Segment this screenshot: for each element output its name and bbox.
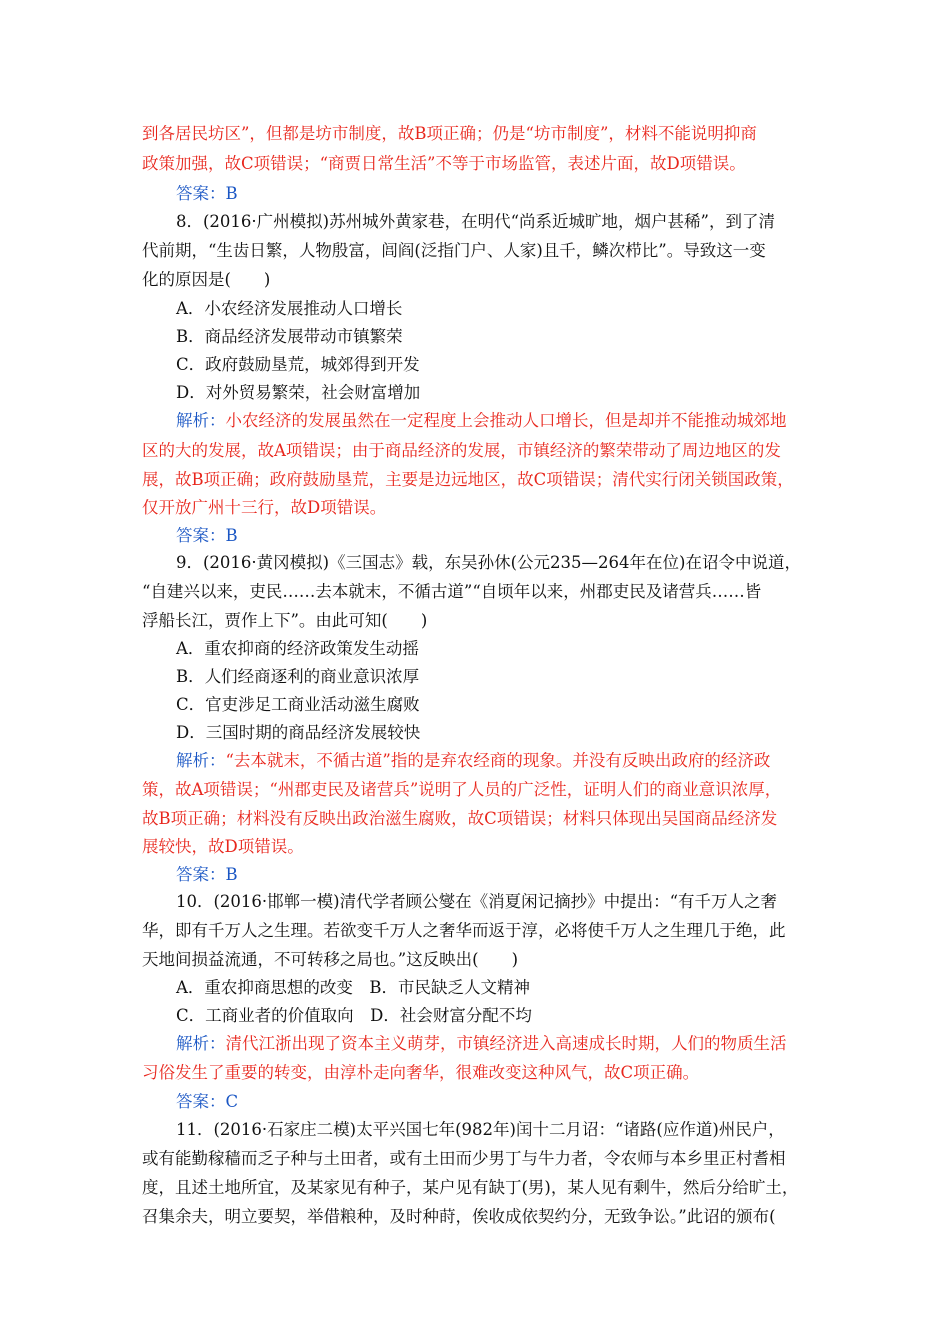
- q9-stem-line-1: 9．(2016·黄冈模拟)《三国志》载，东吴孙休(公元235—264年在位)在诏令中说道，: [176, 553, 801, 572]
- q9-analysis-line-4: 展较快，故D项错误。: [142, 837, 304, 856]
- q9-analysis-line-2: 策，故A项错误；“州郡吏民及诸营兵”说明了人员的广泛性，证明人们的商业意识浓厚，: [142, 780, 782, 799]
- q9-stem-line-2: “自建兴以来，吏民……去本就末，不循古道”“自顷年以来，州郡吏民及诸营兵……皆: [142, 582, 762, 601]
- q10-options-cd: C．工商业者的价值取向 D．社会财富分配不均: [176, 1006, 532, 1025]
- q8-analysis-label: 解析：: [176, 411, 226, 430]
- q10-stem-line-2: 华，即有千万人之生理。若欲变千万人之奢华而返于淳，必将使千万人之生理几于绝，此: [142, 921, 786, 940]
- q8-analysis-line-4: 仅开放广州十三行，故D项错误。: [142, 498, 387, 517]
- q8-stem-line-1: 8．(2016·广州模拟)苏州城外黄家巷，在明代“尚系近城旷地，烟户甚稀”，到了清: [176, 212, 775, 231]
- q8-option-d: D．对外贸易繁荣，社会财富增加: [176, 383, 421, 402]
- q11-stem-line-4: 召集余夫，明立要契，举借粮种，及时种莳，俟收成依契约分，无致争讼。”此诏的颁布(: [142, 1207, 776, 1226]
- q9-analysis-text-1: “去本就末，不循古道”指的是弃农经商的现象。并没有反映出政府的经济政: [225, 751, 771, 770]
- prev-analysis-line-1: 到各居民坊区”，但都是坊市制度，故B项正确；仍是“坊市制度”，材料不能说明抑商: [142, 124, 757, 143]
- prev-answer: 答案：B: [176, 184, 238, 203]
- q11-stem-line-3: 度，且述土地所宜，及某家见有种子，某户见有缺丁(男)，某人见有剩牛，然后分给旷土，: [142, 1178, 799, 1197]
- q10-analysis-line-2: 习俗发生了重要的转变，由淳朴走向奢华，很难改变这种风气，故C项正确。: [142, 1063, 700, 1082]
- q8-stem-line-3: 化的原因是( ): [142, 270, 271, 289]
- q8-analysis-line-2: 区的大的发展，故A项错误；由于商品经济的发展，市镇经济的繁荣带动了周边地区的发: [142, 441, 781, 460]
- q9-analysis-label: 解析：: [176, 751, 226, 770]
- q8-analysis-line-3: 展，故B项正确；政府鼓励垦荒，主要是边远地区，故C项错误；清代实行闭关锁国政策，: [142, 470, 794, 489]
- q11-stem-line-1: 11．(2016·石家庄二模)太平兴国七年(982年)闰十二月诏：“诸路(应作道)州民户，: [176, 1120, 785, 1139]
- q10-analysis-label: 解析：: [176, 1034, 226, 1053]
- q9-option-d: D．三国时期的商品经济发展较快: [176, 723, 421, 742]
- q10-stem-line-3: 天地间损益流通，不可转移之局也。”这反映出( ): [142, 950, 519, 969]
- prev-analysis-line-2: 政策加强，故C项错误；“商贾日常生活”不等于市场监管，表述片面，故D项错误。: [142, 154, 746, 173]
- q8-stem-line-2: 代前期，“生齿日繁，人物殷富，闾阎(泛指门户、人家)且千，鳞次栉比”。导致这一变: [142, 241, 766, 260]
- q10-stem-line-1: 10．(2016·邯郸一模)清代学者顾公燮在《消夏闲记摘抄》中提出：“有千万人之奢: [176, 892, 778, 911]
- q8-analysis-line-1: [176, 407, 787, 431]
- q11-stem-line-2: 或有能勤稼穑而乏子种与土田者，或有土田而少男丁与牛力者，令农师与本乡里正村耆相: [142, 1149, 786, 1168]
- q10-analysis-line-1: [176, 1030, 787, 1054]
- q9-stem-line-3: 浮船长江，贾作上下”。由此可知( ): [142, 611, 428, 630]
- q8-option-c: C．政府鼓励垦荒，城郊得到开发: [176, 355, 420, 374]
- q8-option-b: B．商品经济发展带动市镇繁荣: [176, 327, 403, 346]
- q9-analysis-line-3: 故B项正确；材料没有反映出政治滋生腐败，故C项错误；材料只体现出吴国商品经济发: [142, 809, 778, 828]
- q9-answer: 答案：B: [176, 865, 238, 884]
- q10-answer: 答案：C: [176, 1092, 239, 1111]
- q8-analysis-text-1: 小农经济的发展虽然在一定程度上会推动人口增长，但是却并不能推动城郊地: [225, 411, 787, 430]
- q10-options-ab: A．重农抑商思想的改变 B．市民缺乏人文精神: [176, 978, 531, 997]
- q10-analysis-text-1: 清代江浙出现了资本主义萌芽，市镇经济进入高速成长时期，人们的物质生活: [225, 1034, 787, 1053]
- q9-option-a: A．重农抑商的经济政策发生动摇: [176, 639, 419, 658]
- q9-analysis-line-1: [176, 747, 770, 771]
- q9-option-c: C．官吏涉足工商业活动滋生腐败: [176, 695, 420, 714]
- q9-option-b: B．人们经商逐利的商业意识浓厚: [176, 667, 420, 686]
- q8-answer: 答案：B: [176, 526, 238, 545]
- q8-option-a: A．小农经济发展推动人口增长: [176, 299, 403, 318]
